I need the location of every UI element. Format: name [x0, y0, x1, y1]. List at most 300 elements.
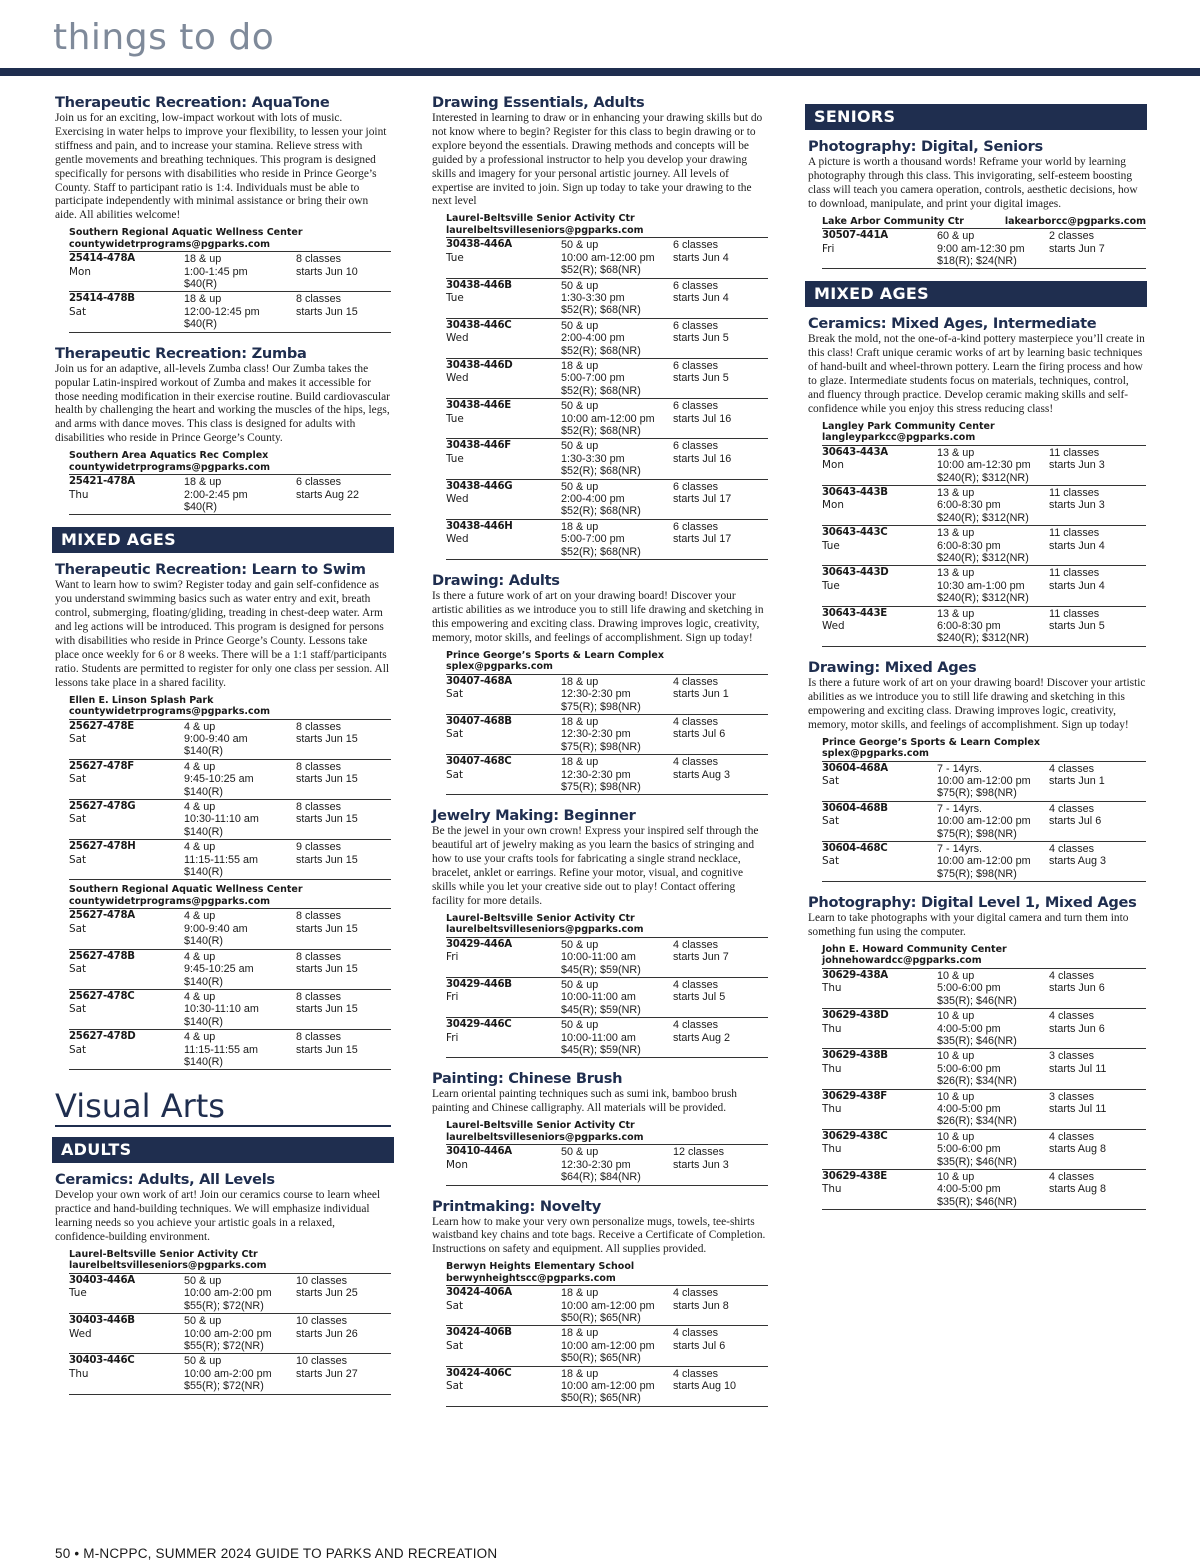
session-detail-cell	[561, 1146, 673, 1183]
section-heading: Visual Arts	[55, 1088, 391, 1127]
session-id-cell	[69, 910, 184, 947]
session-id-cell	[822, 1171, 937, 1208]
start-date: starts Aug 22	[296, 488, 360, 501]
facility-email[interactable]: laurelbeltsvilleseniors@pgparks.com	[446, 1131, 644, 1143]
session-schedule-cell	[673, 716, 768, 753]
session-schedule-cell	[296, 1031, 391, 1068]
session-time: 4:00-5:00 pm	[937, 1103, 1001, 1116]
course-code: 25627-478G	[69, 801, 136, 813]
course-title: Drawing: Adults	[432, 572, 560, 590]
session-schedule-cell	[1049, 608, 1146, 645]
start-date: starts Aug 10	[673, 1380, 737, 1393]
facility-email[interactable]: laurelbeltsvilleseniors@pgparks.com	[69, 1260, 267, 1272]
session-schedule-cell	[1049, 1171, 1146, 1208]
class-count: 10 classes	[296, 1274, 348, 1287]
session-row	[69, 760, 391, 800]
session-schedule-cell	[673, 939, 768, 976]
session-fee: $52(R); $68(NR)	[561, 505, 641, 518]
course-code: 30643-443A	[822, 446, 888, 458]
class-count: 8 classes	[296, 1031, 342, 1044]
facility-email[interactable]: johnehowardcc@pgparks.com	[822, 955, 982, 967]
course-code: 30424-406B	[446, 1327, 512, 1339]
session-fee: $75(R); $98(NR)	[561, 740, 641, 753]
session-schedule-cell	[296, 1315, 391, 1352]
session-schedule-cell	[673, 280, 768, 317]
course-title: Drawing Essentials, Adults	[432, 94, 645, 111]
session-day: Sat	[446, 728, 464, 741]
session-time: 12:30-2:30 pm	[561, 688, 631, 701]
facility-name: Southern Regional Aquatic Wellness Center	[69, 884, 303, 896]
facility-email[interactable]: splex@pgparks.com	[446, 661, 553, 673]
session-fee: $240(R); $312(NR)	[937, 471, 1029, 484]
age-range: 50 & up	[561, 480, 599, 493]
session-detail-cell	[184, 1315, 296, 1352]
session-fee: $140(R)	[184, 825, 224, 838]
age-range: 13 & up	[937, 487, 975, 499]
start-date: starts Jun 1	[1049, 774, 1105, 787]
course-title: Photography: Digital Level 1, Mixed Ages	[808, 894, 1137, 912]
session-row	[69, 292, 391, 332]
session-fee: $140(R)	[184, 1055, 224, 1068]
class-count: 4 classes	[673, 1287, 719, 1300]
session-day: Thu	[822, 1143, 842, 1156]
session-fee: $64(R); $84(NR)	[561, 1171, 641, 1184]
age-range: 10 & up	[937, 1130, 975, 1143]
course-code: 30629-438D	[822, 1010, 889, 1022]
session-fee: $40(R)	[184, 500, 218, 513]
course-code: 30604-468C	[822, 842, 888, 854]
age-range: 18 & up	[561, 675, 599, 688]
session-detail-cell	[184, 253, 296, 290]
session-time: 10:00 am-2:00 pm	[184, 1327, 272, 1340]
course-title: Printmaking: Novelty	[432, 1197, 601, 1215]
facility-email[interactable]: countywidetrprograms@pgparks.com	[69, 461, 271, 473]
facility-email[interactable]: lakearborcc@pgparks.com	[1004, 215, 1146, 227]
start-date: starts Jul 5	[673, 991, 726, 1004]
course-description: Develop your own work of art! Join our ceramics course to learn wheel practice and hand-building techniques. We will emphasize individual learning needs so you achieve your artistic goals in a relaxed, confidence-building environment.	[55, 1189, 381, 1244]
session-fee: $75(R); $98(NR)	[561, 780, 641, 793]
start-date: starts Jun 4	[1049, 579, 1105, 592]
start-date: starts Jul 6	[1049, 815, 1102, 828]
session-row	[446, 1018, 768, 1058]
facility-info	[446, 650, 768, 673]
session-table	[822, 968, 1146, 1210]
start-date: starts Jun 6	[1049, 982, 1105, 995]
session-id-cell	[446, 939, 561, 976]
age-range: 10 & up	[937, 1010, 975, 1023]
class-count: 8 classes	[296, 720, 342, 733]
session-detail-cell	[184, 476, 296, 513]
session-day: Sat	[822, 855, 840, 868]
session-schedule-cell	[1049, 487, 1146, 524]
course-code: 30438-446C	[446, 319, 512, 331]
facility-email[interactable]: berwynheightscc@pgparks.com	[446, 1272, 616, 1284]
session-time: 12:00-12:45 pm	[184, 305, 260, 318]
session-row	[69, 800, 391, 840]
facility-name: Langley Park Community Center	[822, 420, 995, 432]
age-range: 7 - 14yrs.	[937, 762, 983, 775]
session-time: 12:30-2:30 pm	[561, 1158, 631, 1171]
course-description: Join us for an adaptive, all-levels Zumba class! Our Zumba takes the popular Latin-inspired workout of Zumba and makes it accessible for those needing modification in their exercise routine. Build cardiovascular health by challenging the heart and working the muscles of the hips, legs, and arms with dance moves. This class is designed for adults with disabilities who reside in Prince George’s County.	[55, 362, 390, 445]
session-row	[822, 969, 1146, 1009]
session-id-cell	[69, 1355, 184, 1392]
session-detail-cell	[184, 1275, 296, 1312]
class-count: 11 classes	[1049, 446, 1100, 459]
start-date: starts Jul 6	[673, 1339, 726, 1352]
session-row	[446, 520, 768, 560]
session-schedule-cell	[1049, 567, 1146, 604]
session-time: 12:30-2:30 pm	[561, 768, 631, 781]
session-time: 10:00 am-12:00 pm	[561, 412, 655, 425]
course-description: Learn oriental painting techniques such as sumi ink, bamboo brush painting and Chinese calligraphy. All materials will be provided.	[432, 1088, 737, 1115]
session-day: Mon	[822, 499, 844, 512]
session-detail-cell	[937, 527, 1049, 564]
course-code: 25421-478A	[69, 476, 135, 488]
session-id-cell	[822, 447, 937, 484]
course-code: 30438-446H	[446, 520, 513, 532]
session-fee: $140(R)	[184, 1015, 224, 1028]
session-fee: $50(R); $65(NR)	[561, 1392, 641, 1405]
class-count: 8 classes	[296, 760, 342, 773]
course-description: Be the jewel in your own crown! Express your inspired self through the beautiful art of jewelry making as you learn the basics of stringing and how to use your crafts tools for fabricating a single strand necklace, bracelet, anklet or earrings. Refine your motor, visual, and cognitive skills while you let your creative side out to play! Contact offering facility for more details.	[432, 825, 759, 907]
session-day: Mon	[822, 459, 844, 472]
section-title: things to do	[53, 17, 275, 58]
course-code: 30410-446A	[446, 1146, 512, 1158]
session-row	[446, 978, 768, 1018]
facility-email[interactable]: langleyparkcc@pgparks.com	[822, 432, 976, 444]
session-table	[69, 251, 391, 332]
class-count: 4 classes	[673, 1019, 719, 1032]
facility-name: Laurel-Beltsville Senior Activity Ctr	[446, 213, 635, 225]
class-count: 9 classes	[296, 841, 342, 854]
start-date: starts Jul 11	[1049, 1062, 1107, 1075]
session-id-cell	[69, 801, 184, 838]
class-count: 4 classes	[673, 1327, 719, 1340]
session-schedule-cell	[673, 676, 768, 713]
session-schedule-cell	[1049, 763, 1146, 800]
session-fee: $140(R)	[184, 935, 224, 948]
session-day: Sat	[822, 815, 840, 828]
session-time: 10:30 am-1:00 pm	[937, 579, 1025, 592]
age-range: 18 & up	[184, 293, 222, 306]
age-range: 18 & up	[561, 1327, 599, 1340]
session-row	[822, 566, 1146, 606]
facility-email[interactable]: laurelbeltsvilleseniors@pgparks.com	[446, 924, 644, 936]
class-count: 4 classes	[1049, 969, 1095, 982]
session-detail-cell	[937, 230, 1049, 267]
session-time: 1:30-3:30 pm	[561, 291, 625, 304]
session-day: Mon	[69, 265, 91, 278]
session-time: 10:00-11:00 am	[561, 1031, 636, 1044]
class-count: 6 classes	[673, 360, 719, 372]
session-schedule-cell	[673, 1368, 768, 1405]
course-description: Want to learn how to swim? Register today and gain self-confidence as you understand swimming basics such as water entry and exit, breath control, submerging, floating/gliding, treading in chest-deep water. Arm and leg actions will be introduced. This program is designed for persons with disabilities who reside in Prince George’s County. Lessons take place once weekly for 6 or 8 weeks. There will be a 1:1 staff/participants ratio. Students are permitted to register for only one class per session. All lessons take place in a shared facility.	[55, 579, 390, 689]
facility-name: Prince George’s Sports & Learn Complex	[446, 649, 664, 661]
facility-email[interactable]: splex@pgparks.com	[822, 748, 929, 759]
session-fee: $55(R); $72(NR)	[184, 1340, 264, 1352]
session-table	[446, 237, 768, 560]
course-title: Therapeutic Recreation: AquaTone	[55, 94, 330, 111]
age-range: 50 & up	[561, 400, 599, 413]
course-code: 30429-446C	[446, 1019, 512, 1031]
session-day: Thu	[822, 1022, 842, 1035]
session-row	[69, 950, 391, 990]
course-title: Photography: Digital, Seniors	[808, 138, 1043, 155]
course-code: 30629-438F	[822, 1090, 887, 1102]
session-row	[446, 1145, 768, 1185]
session-id-cell	[822, 1091, 937, 1128]
session-fee: $52(R); $68(NR)	[561, 425, 641, 438]
session-time: 5:00-7:00 pm	[561, 372, 625, 385]
session-detail-cell	[937, 487, 1049, 524]
start-date: starts Jun 4	[673, 251, 729, 264]
session-detail-cell	[937, 763, 1049, 800]
age-range: 50 & up	[561, 938, 599, 951]
session-fee: $240(R); $312(NR)	[937, 592, 1029, 605]
session-time: 10:00 am-12:00 pm	[561, 1339, 655, 1352]
facility-info	[69, 884, 391, 907]
session-table	[822, 228, 1146, 269]
class-count: 3 classes	[1049, 1090, 1095, 1103]
start-date: starts Jun 5	[1049, 620, 1105, 633]
age-range: 10 & up	[937, 1090, 975, 1103]
session-day: Mon	[446, 1158, 468, 1171]
session-id-cell	[69, 476, 184, 513]
age-range: 50 & up	[561, 1019, 599, 1032]
session-detail-cell	[561, 360, 673, 397]
session-time: 10:00 am-12:00 pm	[561, 1299, 655, 1312]
session-day: Tue	[446, 412, 464, 425]
session-detail-cell	[561, 939, 673, 976]
session-time: 5:00-6:00 pm	[937, 1062, 1001, 1075]
session-detail-cell	[937, 1010, 1049, 1047]
session-day: Sat	[69, 773, 87, 786]
session-day: Fri	[446, 991, 459, 1004]
session-detail-cell	[184, 721, 296, 758]
session-day: Tue	[446, 291, 464, 304]
session-fee: $50(R); $65(NR)	[561, 1352, 641, 1365]
session-id-cell	[446, 280, 561, 317]
session-row	[69, 990, 391, 1030]
class-count: 4 classes	[1049, 762, 1095, 775]
session-table	[822, 445, 1146, 647]
session-row	[822, 1090, 1146, 1130]
course-code: 25627-478E	[69, 720, 134, 732]
course-listing	[808, 659, 1146, 882]
age-range: 18 & up	[561, 520, 599, 533]
session-schedule-cell	[1049, 230, 1146, 267]
course-code: 25627-478A	[69, 910, 135, 922]
class-count: 4 classes	[673, 1367, 719, 1380]
course-listing	[808, 138, 1146, 269]
class-count: 4 classes	[1049, 802, 1095, 815]
session-row	[69, 840, 391, 880]
facility-email[interactable]: countywidetrprograms@pgparks.com	[69, 238, 271, 250]
session-id-cell	[446, 440, 561, 477]
session-schedule-cell	[296, 293, 391, 330]
session-row	[822, 842, 1146, 882]
age-range: 50 & up	[561, 239, 599, 252]
start-date: starts Jun 15	[296, 773, 358, 786]
session-row	[69, 720, 391, 760]
session-time: 10:00 am-12:00 pm	[937, 855, 1031, 868]
session-fee: $140(R)	[184, 866, 224, 879]
session-detail-cell	[184, 951, 296, 988]
class-count: 10 classes	[296, 1315, 348, 1328]
session-day: Sat	[822, 774, 840, 787]
facility-info	[446, 1120, 768, 1143]
session-day: Sat	[69, 922, 87, 935]
session-day: Sat	[446, 688, 464, 701]
age-range: 4 & up	[184, 1031, 216, 1044]
class-count: 8 classes	[296, 801, 342, 814]
session-detail-cell	[937, 608, 1049, 645]
class-count: 6 classes	[673, 520, 719, 533]
session-fee: $75(R); $98(NR)	[561, 700, 641, 713]
session-schedule-cell	[673, 481, 768, 518]
session-time: 5:00-7:00 pm	[561, 533, 625, 546]
course-code: 30429-446B	[446, 979, 512, 991]
course-title: Ceramics: Mixed Ages, Intermediate	[808, 315, 1097, 333]
session-schedule-cell	[296, 910, 391, 947]
course-code: 30407-468A	[446, 675, 512, 687]
session-row	[446, 399, 768, 439]
start-date: starts Jun 5	[673, 332, 729, 345]
column-2	[432, 94, 768, 1419]
session-fee: $240(R); $312(NR)	[937, 511, 1029, 524]
session-day: Wed	[446, 372, 469, 385]
session-row	[69, 475, 391, 515]
course-code: 30429-446A	[446, 938, 512, 950]
age-range: 50 & up	[561, 440, 599, 453]
session-row	[446, 359, 768, 399]
session-row	[69, 1274, 391, 1314]
course-title: Ceramics: Adults, All Levels	[55, 1171, 275, 1189]
session-fee: $50(R); $65(NR)	[561, 1312, 641, 1325]
facility-name: Laurel-Beltsville Senior Activity Ctr	[446, 1120, 635, 1132]
session-id-cell	[446, 716, 561, 753]
session-detail-cell	[937, 567, 1049, 604]
session-row	[822, 486, 1146, 526]
facility-email[interactable]: countywidetrprograms@pgparks.com	[69, 706, 271, 718]
age-range: 50 & up	[184, 1355, 222, 1368]
session-fee: $140(R)	[184, 785, 224, 798]
facility-name: Ellen E. Linson Splash Park	[69, 694, 214, 706]
session-detail-cell	[937, 1131, 1049, 1168]
age-range: 50 & up	[184, 1274, 222, 1287]
session-day: Tue	[69, 1287, 87, 1300]
session-day: Sat	[69, 963, 87, 976]
session-schedule-cell	[1049, 970, 1146, 1007]
session-schedule-cell	[1049, 803, 1146, 840]
session-schedule-cell	[296, 841, 391, 878]
session-time: 1:30-3:30 pm	[561, 452, 625, 465]
class-count: 6 classes	[673, 319, 719, 332]
course-code: 25627-478C	[69, 990, 135, 1002]
class-count: 6 classes	[673, 440, 719, 453]
facility-info	[822, 944, 1146, 967]
session-detail-cell	[937, 803, 1049, 840]
session-row	[69, 1030, 391, 1070]
facility-email[interactable]: laurelbeltsvilleseniors@pgparks.com	[446, 224, 644, 236]
session-row	[822, 446, 1146, 486]
session-time: 12:30-2:30 pm	[561, 728, 631, 741]
course-code: 30643-443B	[822, 487, 888, 498]
session-time: 1:00-1:45 pm	[184, 265, 248, 278]
session-time: 5:00-6:00 pm	[937, 1143, 1001, 1156]
session-id-cell	[446, 1368, 561, 1405]
session-row	[822, 802, 1146, 842]
age-range: 4 & up	[184, 841, 216, 854]
session-schedule-cell	[673, 440, 768, 477]
start-date: starts Jun 5	[673, 372, 729, 385]
session-fee: $35(R); $46(NR)	[937, 994, 1017, 1007]
session-fee: $45(R); $59(NR)	[561, 963, 641, 976]
session-row	[446, 238, 768, 278]
session-time: 10:00 am-12:30 pm	[937, 459, 1031, 472]
course-code: 25627-478H	[69, 841, 136, 853]
session-time: 2:00-4:00 pm	[561, 493, 625, 506]
course-title: Drawing: Mixed Ages	[808, 658, 977, 676]
session-id-cell	[69, 951, 184, 988]
session-id-cell	[69, 1315, 184, 1352]
session-fee: $140(R)	[184, 975, 224, 988]
session-schedule-cell	[296, 476, 391, 513]
session-fee: $35(R); $46(NR)	[937, 1035, 1017, 1047]
class-count: 4 classes	[673, 715, 719, 728]
session-schedule-cell	[673, 1146, 768, 1183]
facility-info	[69, 695, 391, 718]
session-fee: $52(R); $68(NR)	[561, 465, 641, 478]
facility-email[interactable]: countywidetrprograms@pgparks.com	[69, 895, 271, 907]
course-listing	[432, 1070, 768, 1185]
session-schedule-cell	[1049, 1010, 1146, 1047]
course-listing	[432, 572, 768, 795]
session-fee: $52(R); $68(NR)	[561, 545, 641, 558]
session-day: Thu	[822, 982, 842, 995]
session-detail-cell	[937, 970, 1049, 1007]
course-description: Join us for an exciting, low-impact workout with lots of music. Exercising in water helps to improve your flexibility, to lessen your joint stiffness and pain, and to increase your stamina. Relieve stress with gentle movements and breathing techniques. This program is designed specifically for persons with disabilities who reside in Prince George’s County. Staff to participant ratio is 1:4. Individuals must be able to participate independently with minimal assistance or bring their own aide. All abilities welcome!	[55, 112, 387, 222]
start-date: starts Aug 8	[1049, 1183, 1107, 1196]
session-row	[446, 439, 768, 479]
session-id-cell	[822, 527, 937, 564]
session-id-cell	[69, 293, 184, 330]
course-code: 30407-468B	[446, 715, 512, 727]
session-id-cell	[446, 1146, 561, 1183]
class-count: 11 classes	[1049, 567, 1100, 580]
session-fee: $240(R); $312(NR)	[937, 632, 1029, 645]
age-range: 50 & up	[561, 979, 599, 992]
session-fee: $40(R)	[184, 318, 218, 331]
session-id-cell	[822, 970, 937, 1007]
start-date: starts Jun 6	[1049, 1022, 1105, 1035]
category-band: MIXED AGES	[805, 281, 1147, 307]
session-day: Thu	[822, 1183, 842, 1196]
course-title: Painting: Chinese Brush	[432, 1070, 623, 1088]
session-day: Sat	[69, 1043, 87, 1056]
session-detail-cell	[561, 1019, 673, 1056]
course-title: Jewelry Making: Beginner	[432, 807, 636, 825]
session-table	[69, 1273, 391, 1395]
start-date: starts Jun 8	[673, 1299, 729, 1312]
session-time: 10:00 am-12:00 pm	[937, 815, 1031, 828]
session-id-cell	[822, 1010, 937, 1047]
start-date: starts Jun 3	[673, 1158, 729, 1171]
age-range: 18 & up	[561, 756, 599, 769]
class-count: 4 classes	[1049, 1130, 1095, 1143]
age-range: 4 & up	[184, 910, 216, 923]
session-schedule-cell	[1049, 447, 1146, 484]
